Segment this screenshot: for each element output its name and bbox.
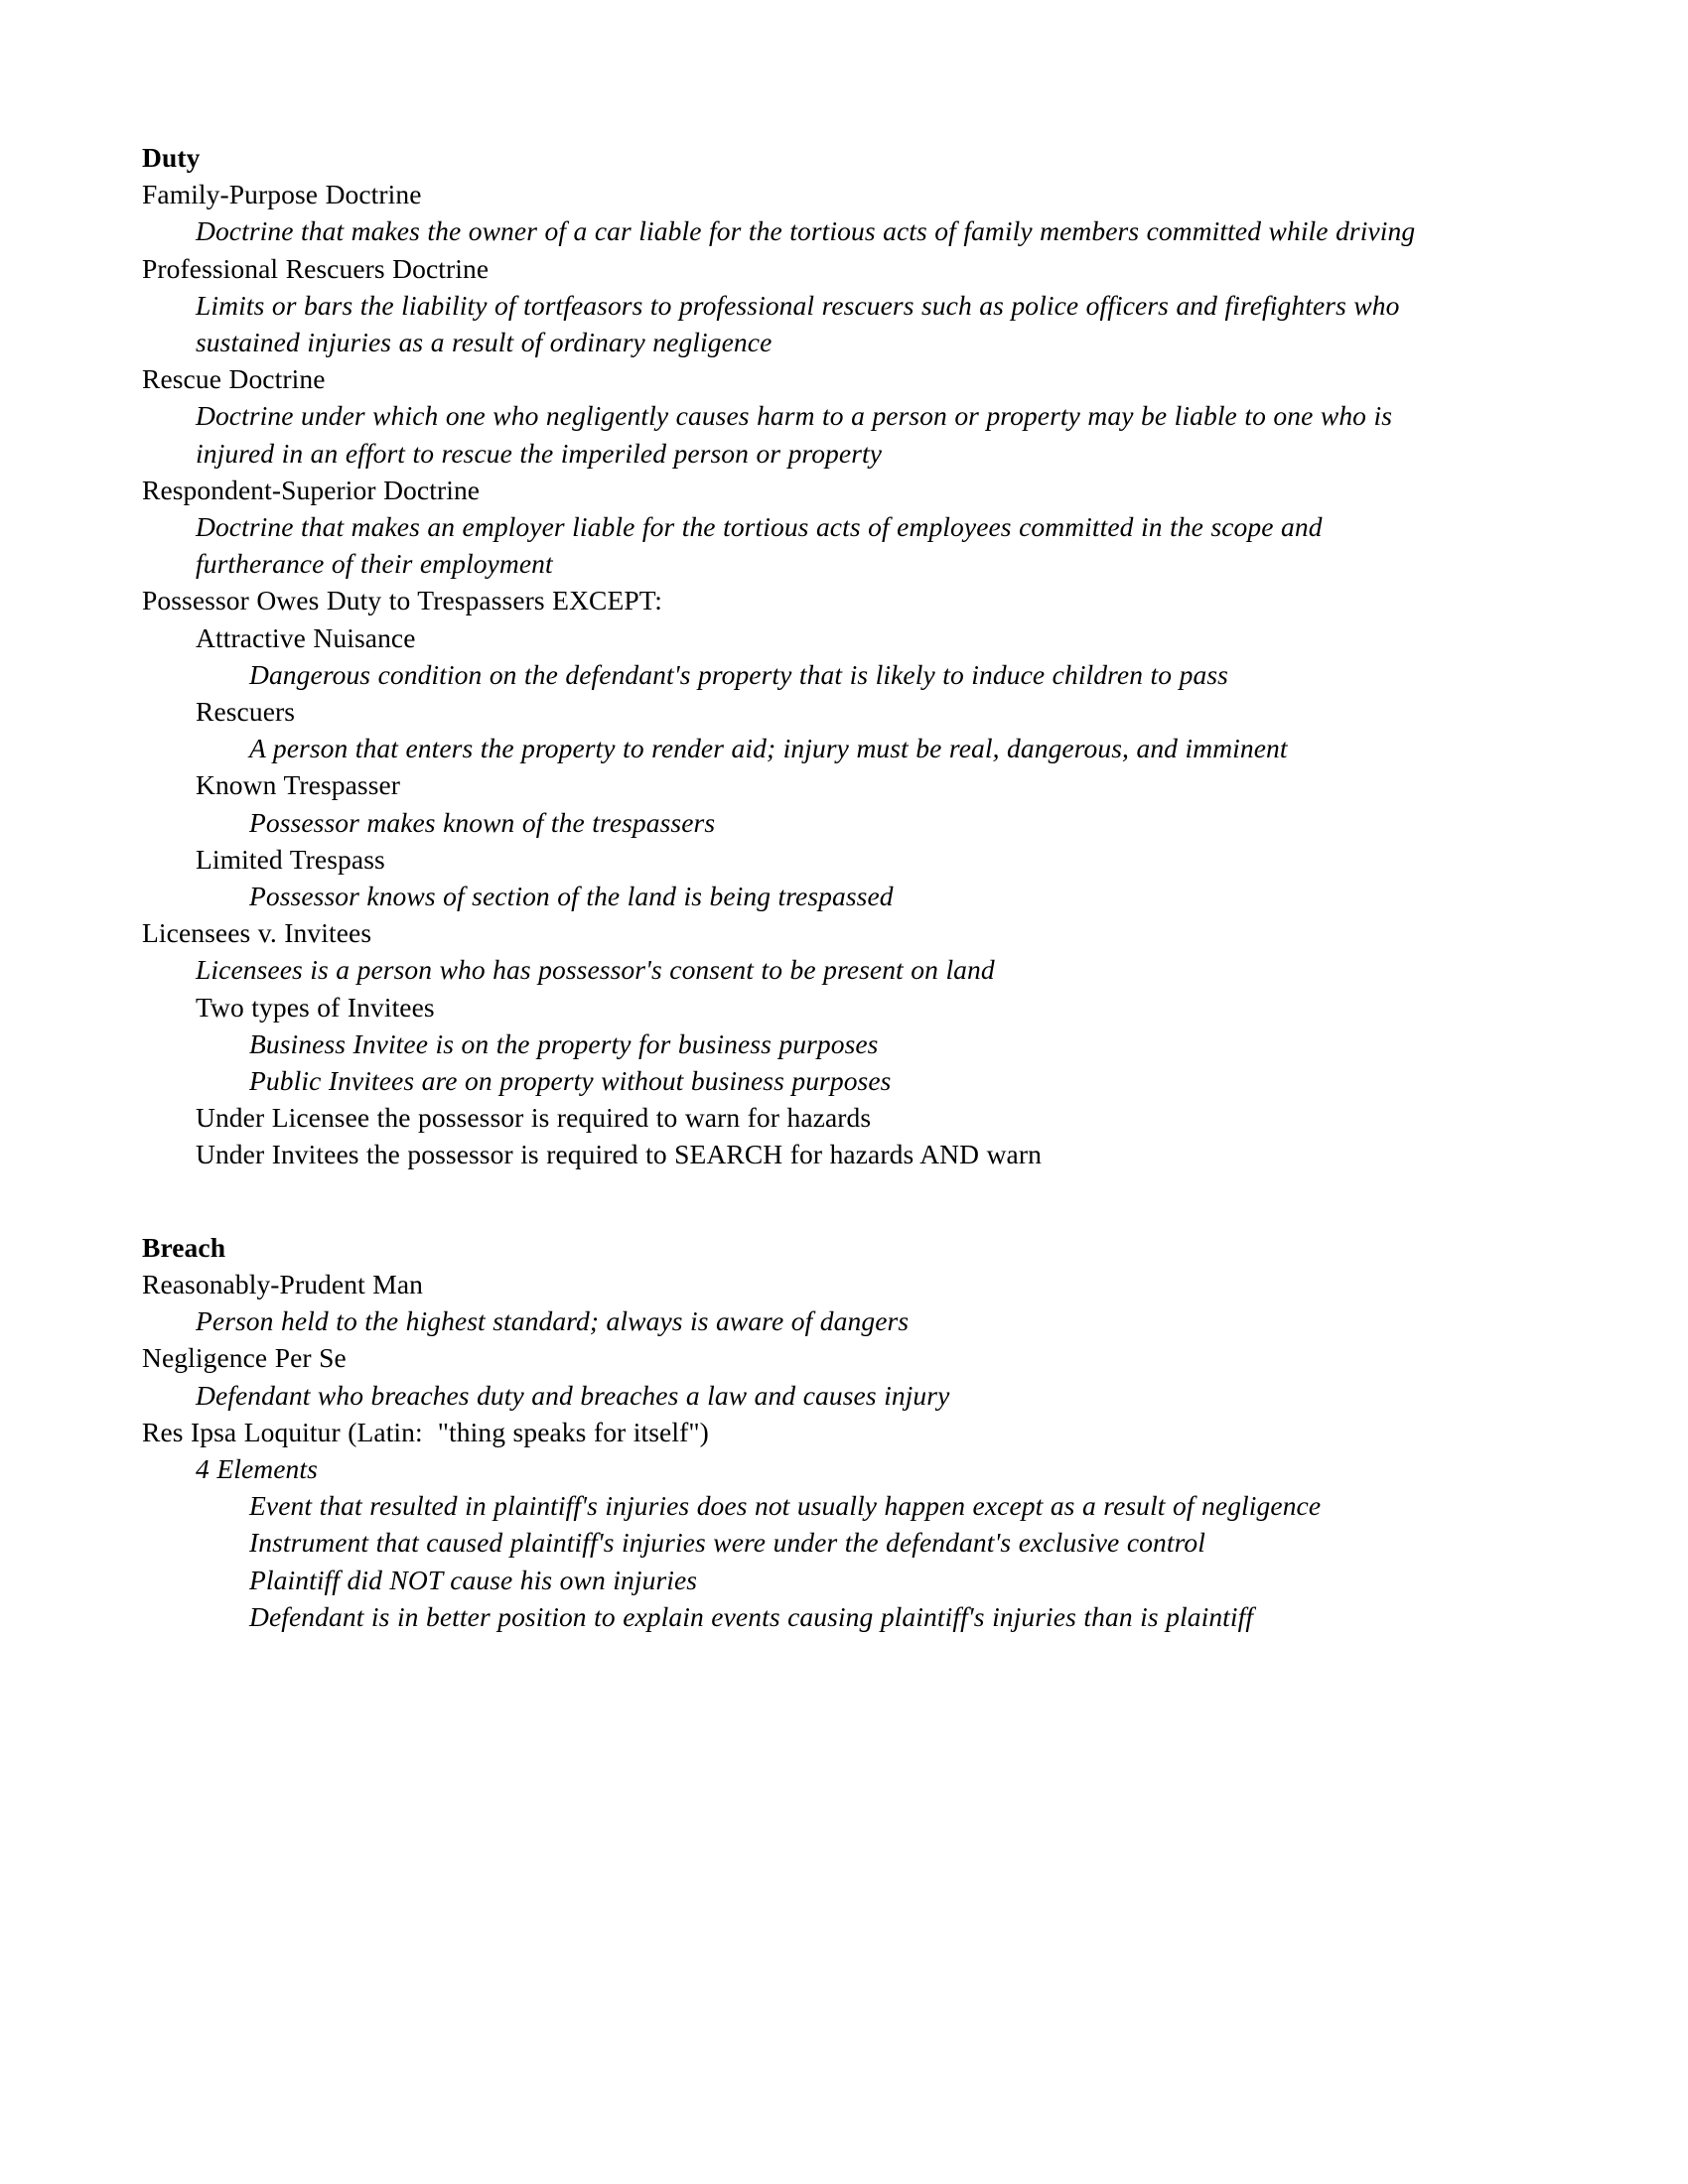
outline-item-definition: Public Invitees are on property without business purposes — [249, 1065, 892, 1097]
outline-item-term: Possessor Owes Duty to Trespassers EXCEPT: — [142, 585, 663, 616]
outline-item-definition: A person that enters the property to render aid; injury must be real, dangerous, and imminent — [249, 733, 1288, 764]
outline-item-term: Family-Purpose Doctrine — [142, 179, 422, 210]
outline-item-definition: Business Invitee is on the property for business purposes — [249, 1027, 879, 1059]
outline-item-term: Limited Trespass — [196, 843, 385, 875]
outline-item-term: Under Invitees the possessor is required to SEARCH for hazards AND warn — [196, 1139, 1042, 1170]
outline-item-definition: Doctrine under which one who negligently causes harm to a person or property may be liable to one who is injured in an effort to rescue the imperiled person or property — [196, 400, 1400, 469]
outline-item-term: Professional Rescuers Doctrine — [142, 252, 490, 284]
outline-item-definition: Possessor knows of section of the land is being trespassed — [249, 881, 894, 912]
outline-item-definition: Defendant who breaches duty and breaches a law and causes injury — [196, 1379, 950, 1411]
outline-item-definition: Instrument that caused plaintiff's injuries were under the defendant's exclusive control — [249, 1527, 1205, 1559]
outline-item-term: Res Ipsa Loquitur (Latin: "thing speaks for itself") — [142, 1416, 709, 1447]
section-heading-breach: Breach — [142, 1231, 226, 1263]
outline-item-definition: Doctrine that makes an employer liable for the tortious acts of employees committed in the scope and furtherance of their employment — [196, 511, 1331, 580]
outline-item-term: Respondent-Superior Doctrine — [142, 474, 481, 505]
outline-item-definition: Person held to the highest standard; always is aware of dangers — [196, 1305, 910, 1337]
outline-item-definition: Limits or bars the liability of tortfeasors to professional rescuers such as police officers and firefighters who sustained injuries as a result of ordinary negligence — [196, 289, 1407, 358]
outline-item-term: Two types of Invitees — [196, 991, 435, 1023]
outline-item-term: Attractive Nuisance — [196, 621, 416, 653]
outline-item-definition: Event that resulted in plaintiff's injuries does not usually happen except as a result of negligence — [249, 1490, 1322, 1522]
section-spacer — [142, 1173, 1529, 1229]
outline-item-term: Rescue Doctrine — [142, 363, 326, 395]
outline-item-term: Rescuers — [196, 696, 296, 728]
outline-item-definition: 4 Elements — [196, 1452, 318, 1484]
outline-item-definition: Licensees is a person who has possessor's consent to be present on land — [196, 954, 995, 986]
outline-item-term: Licensees v. Invitees — [142, 917, 372, 949]
outline-item-term: Under Licensee the possessor is required to warn for hazards — [196, 1102, 872, 1134]
section-heading-duty: Duty — [142, 142, 201, 173]
outline-item-definition: Plaintiff did NOT cause his own injuries — [249, 1564, 698, 1595]
outline-item-term: Known Trespasser — [196, 769, 401, 801]
outline-item-term: Negligence Per Se — [142, 1342, 347, 1374]
outline-item-term: Reasonably-Prudent Man — [142, 1268, 423, 1299]
outline-item-definition: Dangerous condition on the defendant's property that is likely to induce children to pass — [249, 658, 1228, 690]
document-content — [0, 139, 1688, 1635]
outline-item-definition: Defendant is in better position to explain events causing plaintiff's injuries than is plaintiff — [249, 1600, 1254, 1632]
outline-item-definition: Doctrine that makes the owner of a car liable for the tortious acts of family members committed while driving — [196, 215, 1416, 247]
outline-item-definition: Possessor makes known of the trespassers — [249, 806, 716, 838]
